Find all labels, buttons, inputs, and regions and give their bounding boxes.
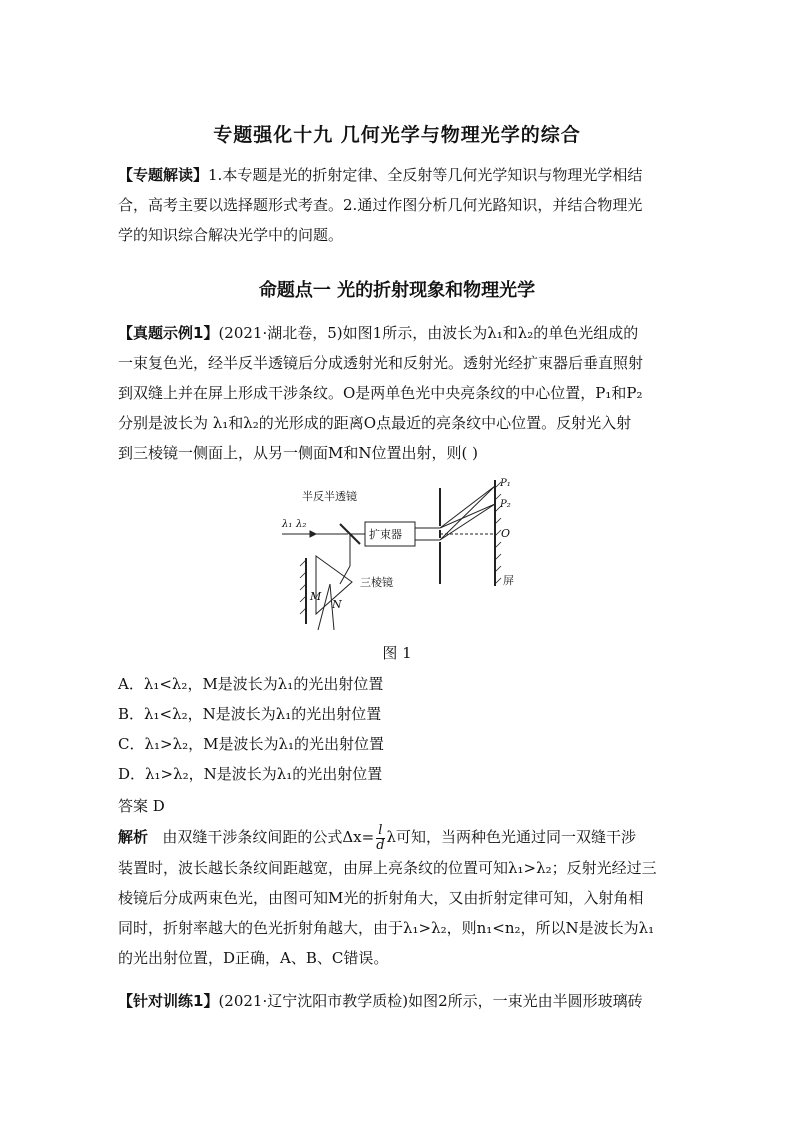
analysis-line-4: 同时，折射率越大的色光折射角越大，由于λ₁>λ₂，则n₁<n₂，所以N是波长为λ₁	[118, 918, 655, 937]
intro-line-2: 合，高考主要以选择题形式考查。2.通过作图分析几何光路知识，并结合物理光	[118, 196, 643, 214]
analysis-line-1-post: λ可知，当两种色光通过同一双缝干涉	[386, 828, 637, 846]
spacing-formula-fraction	[376, 824, 384, 853]
analysis-line-1-pre: 由双缝干涉条纹间距的公式Δx=	[162, 828, 375, 846]
analysis-tag: 解析	[118, 828, 149, 846]
figure-1-diagram	[270, 474, 530, 634]
intro-paragraph	[118, 160, 678, 250]
analysis-line-3: 棱镜后分成两束色光，由图可知M光的折射角大，又由折射定律可知，入射角相	[118, 888, 644, 907]
example-source: (2021·湖北卷，5)	[218, 324, 343, 342]
mirror-label: 半反半透镜	[302, 490, 357, 503]
example-tag: 【真题示例1】	[118, 324, 219, 342]
lambda1-label: λ₁	[282, 519, 293, 530]
training-source: (2021·辽宁沈阳市教学质检)	[218, 992, 409, 1010]
option-b: B．λ₁<λ₂，N是波长为λ₁的光出射位置	[118, 705, 382, 723]
page-title: 专题强化十九 几何光学与物理光学的综合	[213, 124, 581, 146]
section-heading: 命题点一 光的折射现象和物理光学	[258, 280, 536, 301]
example-paragraph	[118, 318, 678, 468]
ray-to-p1-b	[440, 486, 495, 540]
o-label: O	[501, 527, 511, 540]
intro-tag: 【专题解读】	[118, 166, 209, 184]
option-c: C．λ₁>λ₂，M是波长为λ₁的光出射位置	[118, 735, 384, 753]
example-line-1: 如图1所示，由波长为λ₁和λ₂的单色光组成的	[342, 324, 639, 342]
intro-line-1: 1.本专题是光的折射定律、全反射等几何光学知识与物理光学相结	[208, 166, 643, 184]
n-label: N	[332, 598, 342, 611]
example-line-2: 一束复色光，经半反半透镜后分成透射光和反射光。透射光经扩束器后垂直照射	[118, 354, 644, 372]
option-d: D．λ₁>λ₂，N是波长为λ₁的光出射位置	[118, 765, 383, 783]
option-a: A．λ₁<λ₂，M是波长为λ₁的光出射位置	[118, 675, 384, 693]
training-paragraph	[118, 986, 678, 1016]
answer-line: 答案 D	[118, 797, 165, 815]
example-line-5: 到三棱镜一侧面上，从另一侧面M和N位置出射，则( )	[118, 444, 478, 462]
p1-label: P₁	[500, 478, 511, 489]
p2-label: P₂	[500, 499, 511, 510]
lambda2-label: λ₂	[296, 519, 307, 530]
intro-line-3: 学的知识综合解决光学中的问题。	[118, 226, 344, 244]
beam-arrow-icon	[310, 531, 316, 537]
screen-label: 屏	[503, 574, 514, 587]
training-tag: 【针对训练1】	[118, 992, 219, 1010]
expander-label: 扩束器	[369, 528, 402, 541]
analysis-line-2: 装置时，波长越长条纹间距越宽，由屏上亮条纹的位置可知λ₁>λ₂；反射光经过三	[118, 858, 657, 877]
example-line-3: 到双缝上并在屏上形成干涉条纹。O是两单色光中央亮条纹的中心位置，P₁和P₂	[118, 384, 643, 402]
figure-caption: 图 1	[382, 644, 412, 662]
prism-label: 三棱镜	[360, 576, 393, 589]
analysis-line-5: 的光出射位置，D正确，A、B、C错误。	[118, 948, 389, 967]
fraction-numerator: l	[376, 824, 384, 839]
analysis-paragraph	[118, 822, 678, 973]
training-text: 如图2所示，一束光由半圆形玻璃砖	[408, 992, 643, 1010]
example-line-4: 分别是波长为 λ₁和λ₂的光形成的距离O点最近的亮条纹中心位置。反射光入射	[118, 414, 632, 432]
fraction-denominator: d	[376, 837, 385, 853]
optics-setup-svg	[270, 474, 530, 634]
m-label: M	[310, 590, 322, 603]
